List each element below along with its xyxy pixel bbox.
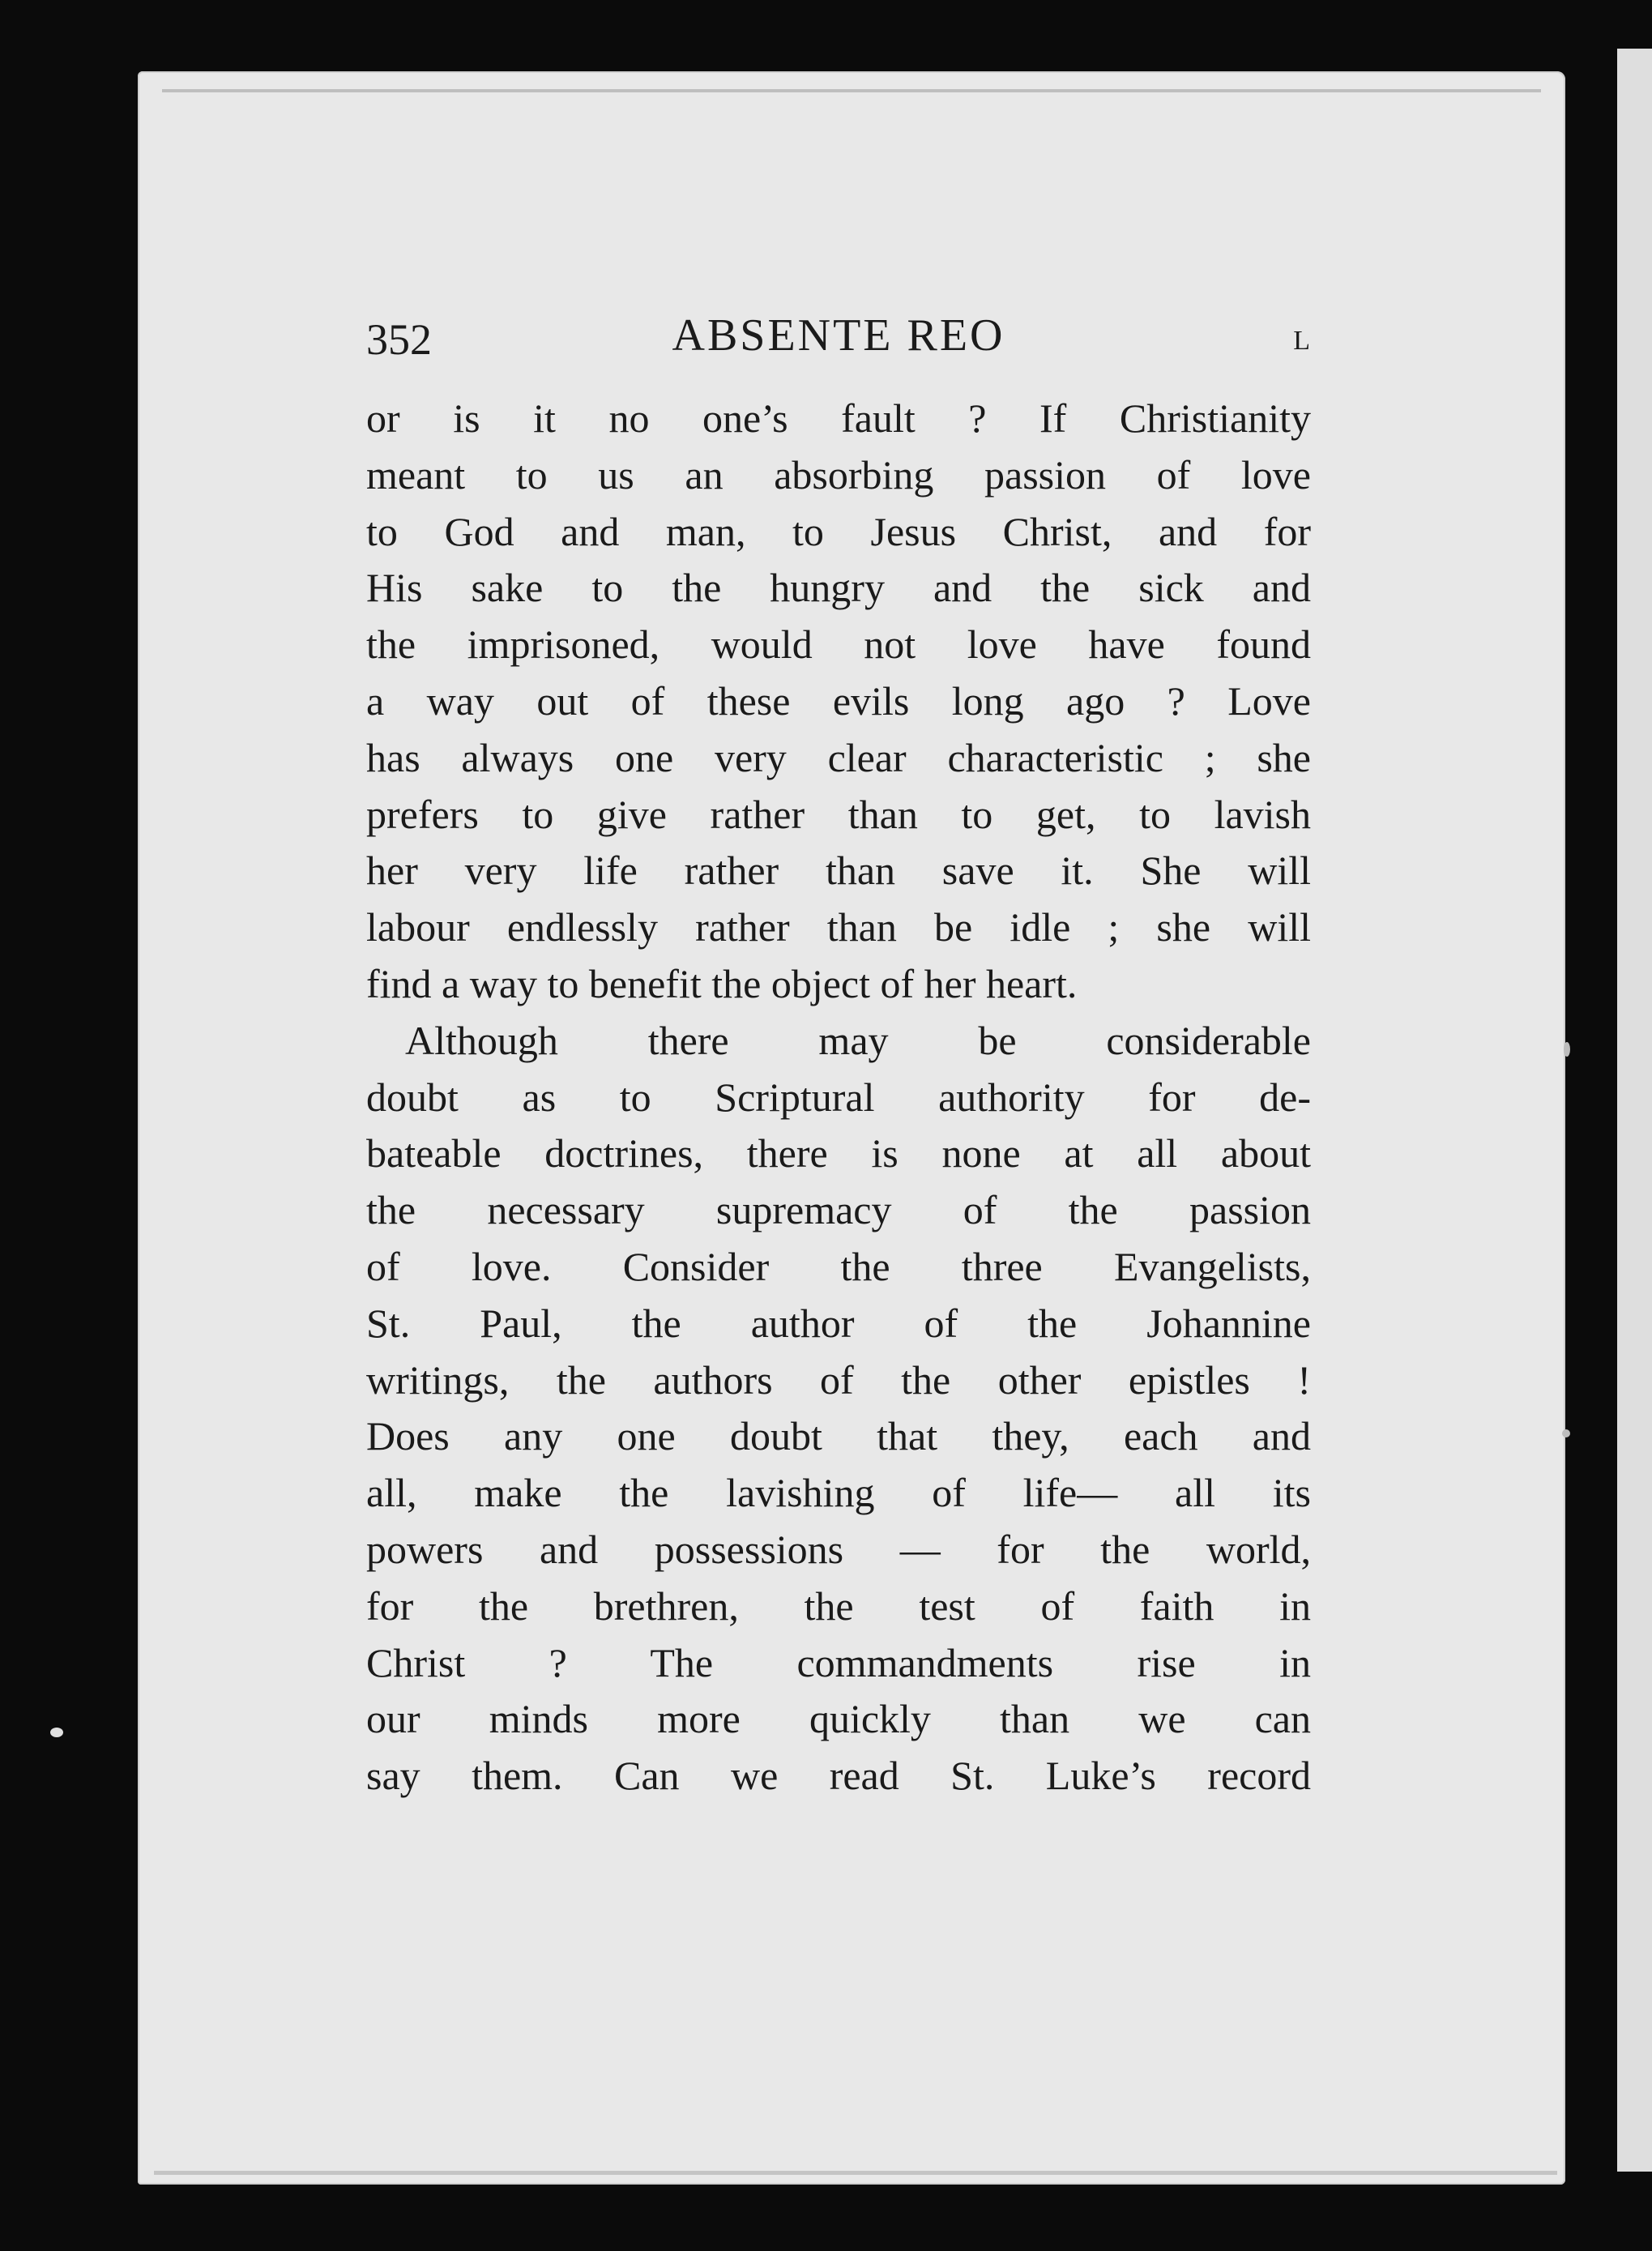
text-line: Although there may be considerable <box>405 1017 1311 1063</box>
text-line: our minds more quickly than we can <box>366 1696 1311 1742</box>
text-line: the necessary supremacy of the passion <box>366 1187 1311 1233</box>
text-line: His sake to the hungry and the sick and <box>366 565 1311 611</box>
text-line: has always one very clear characteristic ; she <box>366 734 1311 780</box>
text-line: St. Paul, the author of the Johannine <box>366 1300 1311 1346</box>
running-header <box>366 298 1311 363</box>
adjacent-page-edge <box>1617 49 1652 2172</box>
text-line: for the brethren, the test of faith in <box>366 1583 1311 1629</box>
body-text <box>366 391 1311 1805</box>
text-line: labour endlessly rather than be idle ; she will <box>366 904 1311 950</box>
text-line: writings, the authors of the other epistles ! <box>366 1356 1311 1403</box>
page-bottom-edge <box>154 2171 1557 2175</box>
text-line: or is it no one’s fault ? If Christianity <box>366 395 1311 441</box>
text-line: of love. Consider the three Evangelists, <box>366 1243 1311 1289</box>
page-number: 352 <box>366 315 432 364</box>
text-line: prefers to give rather than to get, to lavish <box>366 791 1311 837</box>
text-line: the imprisoned, would not love have found <box>366 621 1311 668</box>
text-line: find a way to benefit the object of her heart. <box>366 960 1078 1006</box>
text-line: Does any one doubt that they, each and <box>366 1413 1311 1459</box>
text-line: say them. Can we read St. Luke’s record <box>366 1753 1311 1799</box>
page-top-edge <box>162 89 1541 92</box>
text-line: to God and man, to Jesus Christ, and for <box>366 508 1311 554</box>
running-title: ABSENTE REO <box>672 310 1005 361</box>
text-line: powers and possessions — for the world, <box>366 1526 1311 1572</box>
text-line: her very life rather than save it. She will <box>366 848 1311 894</box>
text-line: all, make the lavishing of life— all its <box>366 1470 1311 1516</box>
text-line: a way out of these evils long ago ? Love <box>366 677 1311 724</box>
running-mark: L <box>1293 326 1311 356</box>
text-line: Christ ? The commandments rise in <box>366 1639 1311 1685</box>
text-line: doubt as to Scriptural authority for de- <box>366 1074 1311 1120</box>
text-line: bateable doctrines, there is none at all about <box>366 1130 1311 1177</box>
text-line: meant to us an absorbing passion of love <box>366 451 1311 498</box>
